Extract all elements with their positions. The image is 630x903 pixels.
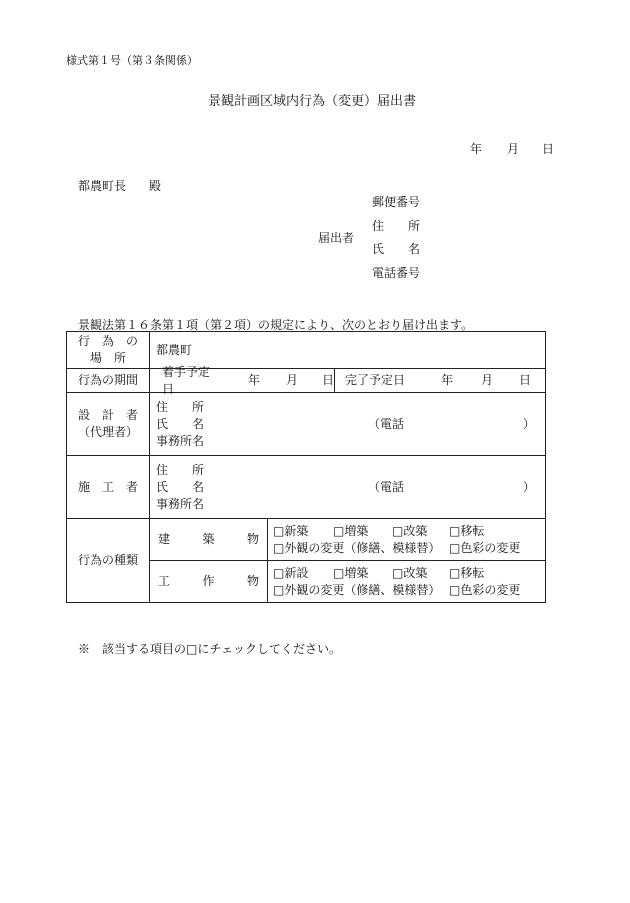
building-options — [268, 519, 546, 561]
builder-fields[interactable] — [150, 456, 546, 519]
designer-fields[interactable] — [150, 393, 546, 456]
form-number: 様式第１号（第３条関係） — [66, 54, 198, 67]
location-row — [67, 332, 546, 369]
date-year: 年 — [470, 142, 483, 156]
footnote: ※ 該当する項目の□にチェックしてください。 — [78, 642, 341, 656]
designer-address: 住 所 — [156, 399, 205, 414]
kind-label: 行為の種類 — [67, 519, 150, 603]
checkbox-color-change[interactable]: □色彩の変更 — [449, 540, 521, 555]
notifier-address-label: 住 所 — [372, 219, 421, 233]
checkbox-relocation[interactable]: □移転 — [449, 523, 485, 538]
builder-address: 住 所 — [156, 462, 205, 477]
end-date[interactable]: 完了予定日 年 月 日 — [345, 373, 532, 387]
checkbox-structure-relocation[interactable]: □移転 — [449, 565, 485, 580]
designer-row — [67, 393, 546, 456]
date-day: 日 — [542, 142, 555, 156]
designer-label: 設 計 者 （代理者） — [67, 393, 150, 456]
builder-tel-open: （電話 — [368, 479, 405, 494]
date-month: 月 — [507, 142, 520, 156]
notification-table — [66, 331, 546, 603]
designer-name: 氏 名 — [156, 416, 205, 431]
period-row — [67, 369, 546, 393]
builder-name: 氏 名 — [156, 479, 205, 494]
notifier-phone-label: 電話番号 — [372, 266, 421, 280]
builder-tel-close: ） — [522, 479, 535, 494]
intro-text: 景観法第１６条第１項（第２項）の規定により、次のとおり届け出ます。 — [78, 318, 474, 332]
designer-office: 事務所名 — [156, 433, 205, 448]
notifier-name-label: 氏 名 — [372, 242, 421, 256]
checkbox-structure-color-change[interactable]: □色彩の変更 — [449, 582, 521, 597]
checkbox-rebuild[interactable]: □改築 — [392, 523, 428, 538]
location-label: 行 為 の 場 所 — [67, 332, 150, 369]
checkbox-structure-rebuild[interactable]: □改築 — [392, 565, 428, 580]
period-cell — [150, 364, 546, 396]
period-label: 行為の期間 — [67, 369, 150, 393]
addressee-name: 都農町長 — [78, 179, 127, 193]
notifier-label: 届出者 — [318, 231, 355, 245]
structure-options — [268, 561, 546, 603]
building-label: 建 築 物 — [150, 519, 268, 561]
checkbox-new-build[interactable]: □新築 — [273, 523, 309, 538]
builder-label: 施 工 者 — [67, 456, 150, 519]
checkbox-new-install[interactable]: □新設 — [273, 565, 309, 580]
checkbox-exterior-change[interactable]: □外観の変更（修繕、模様替） — [273, 540, 441, 555]
kind-building-row — [67, 519, 546, 561]
checkbox-structure-extension[interactable]: □増築 — [333, 565, 369, 580]
builder-row — [67, 456, 546, 519]
checkbox-structure-exterior-change[interactable]: □外観の変更（修繕、模様替） — [273, 582, 441, 597]
builder-office: 事務所名 — [156, 496, 205, 511]
checkbox-extension[interactable]: □増築 — [333, 523, 369, 538]
page-title: 景観計画区域内行為（変更）届出書 — [208, 94, 417, 109]
designer-tel-open: （電話 — [368, 416, 405, 431]
structure-label: 工 作 物 — [150, 561, 268, 603]
addressee-honorific: 殿 — [149, 179, 162, 193]
start-date[interactable]: 着手予定日 年 月 日 — [150, 369, 335, 392]
designer-tel-close: ） — [522, 416, 535, 431]
notifier-postal-label: 郵便番号 — [372, 195, 421, 209]
location-value[interactable]: 都農町 — [150, 332, 546, 369]
